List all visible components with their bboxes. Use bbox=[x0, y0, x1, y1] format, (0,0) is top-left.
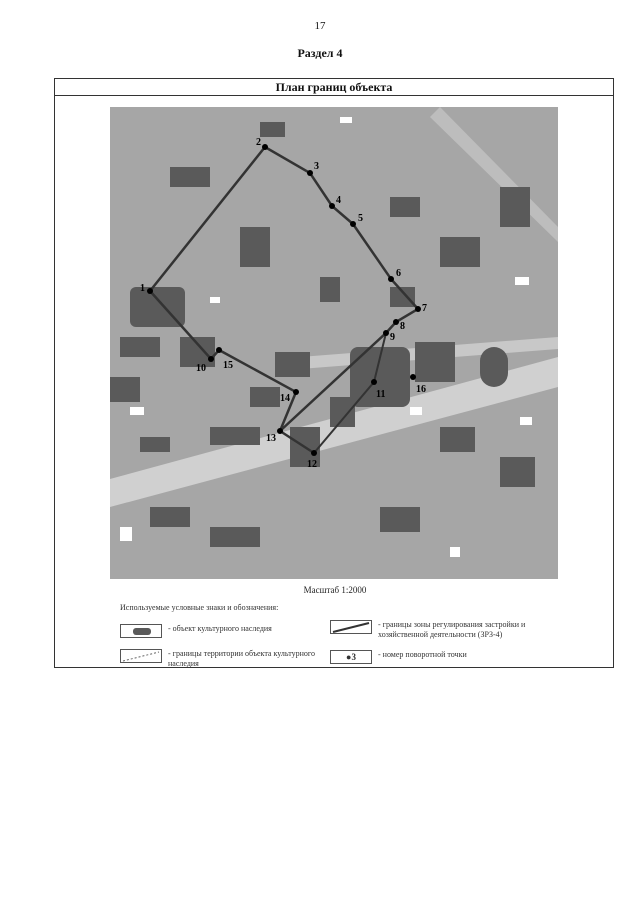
section-title: Раздел 4 bbox=[297, 46, 343, 60]
dotted-line-swatch-icon bbox=[120, 649, 162, 663]
legend-heritage-text: - объект культурного наследия bbox=[168, 624, 272, 633]
road-north bbox=[430, 107, 558, 242]
label-7: 7 bbox=[422, 303, 427, 314]
plan-frame bbox=[54, 78, 614, 668]
turn-point-swatch-icon bbox=[330, 650, 372, 664]
legend-zone-boundary bbox=[330, 620, 568, 640]
heritage-swatch-icon bbox=[120, 624, 162, 638]
point-16 bbox=[410, 374, 416, 380]
point-2 bbox=[262, 144, 268, 150]
point-7 bbox=[415, 306, 421, 312]
legend-title: Используемые условные знаки и обозначения: bbox=[120, 603, 279, 612]
label-1: 1 bbox=[140, 283, 145, 294]
point-3 bbox=[307, 170, 313, 176]
label-5: 5 bbox=[358, 213, 363, 224]
label-16: 16 bbox=[416, 384, 426, 395]
point-15 bbox=[216, 347, 222, 353]
point-9 bbox=[383, 330, 389, 336]
map-svg bbox=[110, 107, 558, 579]
point-4 bbox=[329, 203, 335, 209]
map-scale: Масштаб 1:2000 bbox=[303, 585, 367, 595]
point-10 bbox=[208, 356, 214, 362]
label-9: 9 bbox=[390, 332, 395, 343]
point-12 bbox=[311, 450, 317, 456]
label-12: 12 bbox=[307, 459, 317, 470]
label-4: 4 bbox=[336, 195, 341, 206]
plan-title: План границ объекта bbox=[55, 79, 613, 96]
legend-territory-text: - границы территории объекта культурного наследия bbox=[168, 649, 315, 668]
point-14 bbox=[293, 389, 299, 395]
legend-zone-text: - границы зоны регулирования застройки и хозяйственной деятельности (ЗРЗ-4) bbox=[378, 620, 526, 639]
point-5 bbox=[350, 221, 356, 227]
legend-territory-boundary bbox=[120, 649, 318, 669]
label-11: 11 bbox=[376, 389, 386, 400]
boundary-map bbox=[110, 107, 558, 579]
label-6: 6 bbox=[396, 268, 401, 279]
label-8: 8 bbox=[400, 321, 405, 332]
point-8 bbox=[393, 319, 399, 325]
label-10: 10 bbox=[196, 363, 206, 374]
label-2: 2 bbox=[256, 137, 261, 148]
turn-point-sample: 3 bbox=[351, 652, 356, 662]
point-1 bbox=[147, 288, 153, 294]
point-11 bbox=[371, 379, 377, 385]
legend-turn-point-text: - номер поворотной точки bbox=[378, 650, 467, 659]
solid-line-swatch-icon bbox=[330, 620, 372, 634]
legend-turn-point bbox=[330, 650, 467, 664]
point-13 bbox=[277, 428, 283, 434]
label-14: 14 bbox=[280, 393, 290, 404]
label-13: 13 bbox=[266, 433, 276, 444]
page-number: 17 bbox=[314, 20, 326, 32]
label-3: 3 bbox=[314, 161, 319, 172]
legend-heritage-object bbox=[120, 624, 272, 638]
turn-point-dot-icon: ● bbox=[346, 652, 352, 662]
label-15: 15 bbox=[223, 360, 233, 371]
point-6 bbox=[388, 276, 394, 282]
